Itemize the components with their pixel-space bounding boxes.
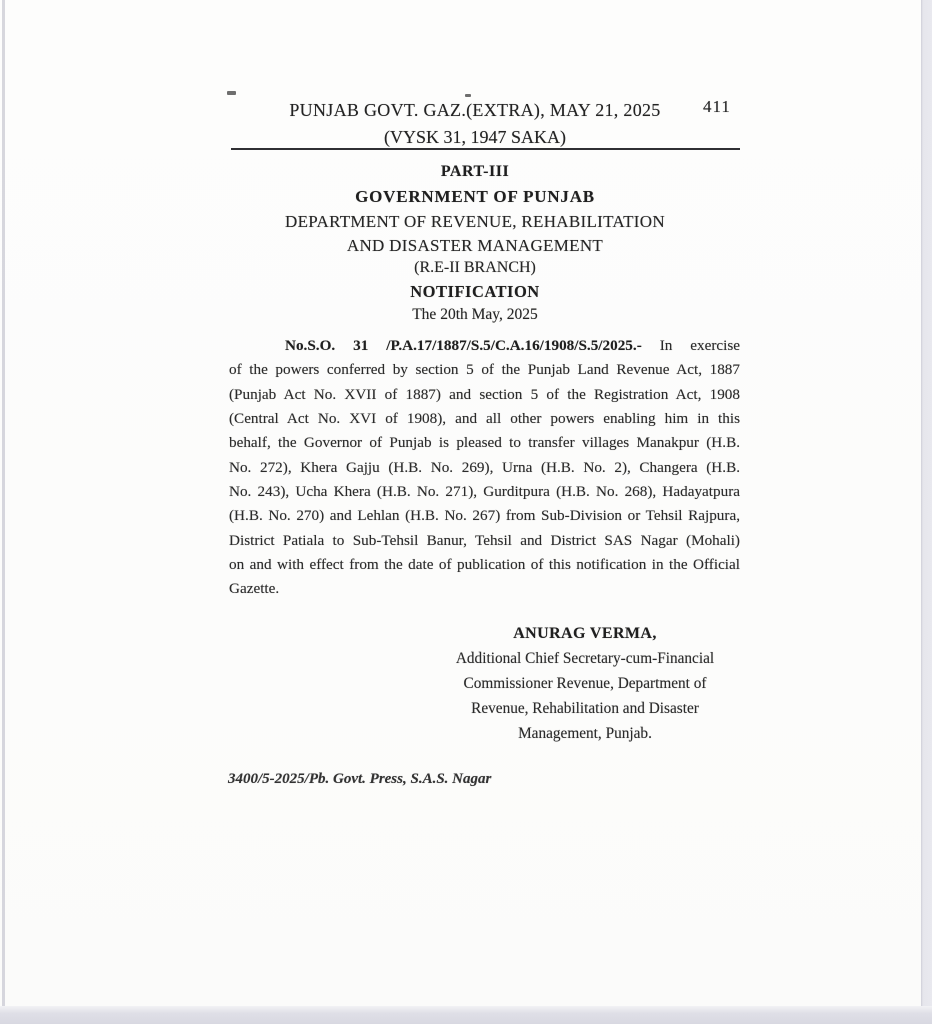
notification-heading: NOTIFICATION bbox=[410, 282, 540, 301]
signatory-name: ANURAG VERMA, bbox=[513, 625, 657, 642]
department-title-line1: DEPARTMENT OF REVENUE, REHABILITATION bbox=[285, 212, 665, 231]
body-line: Gazette. bbox=[229, 580, 280, 598]
photo-edge-left bbox=[2, 0, 5, 1024]
gazette-header-line1: PUNJAB GOVT. GAZ.(EXTRA), MAY 21, 2025 bbox=[289, 100, 661, 120]
body-line: No. 243), Ucha Khera (H.B. No. 271), Gurditpura (H.B. No. 268), Hadayatpura bbox=[229, 483, 740, 501]
header-rule bbox=[231, 148, 740, 150]
notification-body bbox=[229, 334, 740, 602]
signatory-title-line: Management, Punjab. bbox=[518, 725, 652, 742]
scan-speck bbox=[227, 91, 236, 95]
gazette-header-line2: (VYSK 31, 1947 SAKA) bbox=[383, 127, 566, 147]
notification-ref-number: No.S.O. 31 /P.A.17/1887/S.5/C.A.16/1908/S.5/2025.- bbox=[285, 337, 642, 354]
body-line bbox=[229, 334, 740, 358]
body-line: on and with effect from the date of publication of this notification in the Official bbox=[229, 556, 740, 574]
branch-title: (R.E-II BRANCH) bbox=[414, 259, 536, 276]
department-title-line2: AND DISASTER MANAGEMENT bbox=[346, 236, 604, 255]
body-line: behalf, the Governor of Punjab is pleased to transfer villages Manakpur (H.B. bbox=[229, 434, 740, 452]
body-line: (H.B. No. 270) and Lehlan (H.B. No. 267) from Sub-Division or Tehsil Rajpura, bbox=[229, 507, 740, 525]
signatory-title-line: Revenue, Rehabilitation and Disaster bbox=[471, 700, 699, 717]
body-line: of the powers conferred by section 5 of the Punjab Land Revenue Act, 1887 bbox=[229, 361, 740, 379]
signatory-title-line: Additional Chief Secretary-cum-Financial bbox=[455, 650, 715, 667]
press-line: 3400/5-2025/Pb. Govt. Press, S.A.S. Nagar bbox=[228, 771, 492, 787]
signature-block bbox=[437, 621, 733, 746]
government-title: GOVERNMENT OF PUNJAB bbox=[355, 187, 595, 206]
body-line: District Patiala to Sub-Tehsil Banur, Tehsil and District SAS Nagar (Mohali) bbox=[229, 531, 740, 549]
notification-date: The 20th May, 2025 bbox=[412, 306, 538, 323]
body-line: (Central Act No. XVI of 1908), and all other powers enabling him in this bbox=[229, 410, 740, 428]
body-line: No. 272), Khera Gajju (H.B. No. 269), Urna (H.B. No. 2), Changera (H.B. bbox=[229, 458, 740, 476]
photo-edge-bottom bbox=[0, 1006, 932, 1024]
signatory-title-line: Commissioner Revenue, Department of bbox=[463, 675, 707, 692]
scan-speck bbox=[465, 94, 471, 97]
part-title: PART-III bbox=[440, 163, 510, 180]
body-line-text: In exercise bbox=[659, 337, 740, 354]
body-line: (Punjab Act No. XVII of 1887) and section 5 of the Registration Act, 1908 bbox=[229, 385, 740, 403]
page-number: 411 bbox=[703, 97, 731, 116]
photo-edge-right bbox=[921, 0, 932, 1024]
